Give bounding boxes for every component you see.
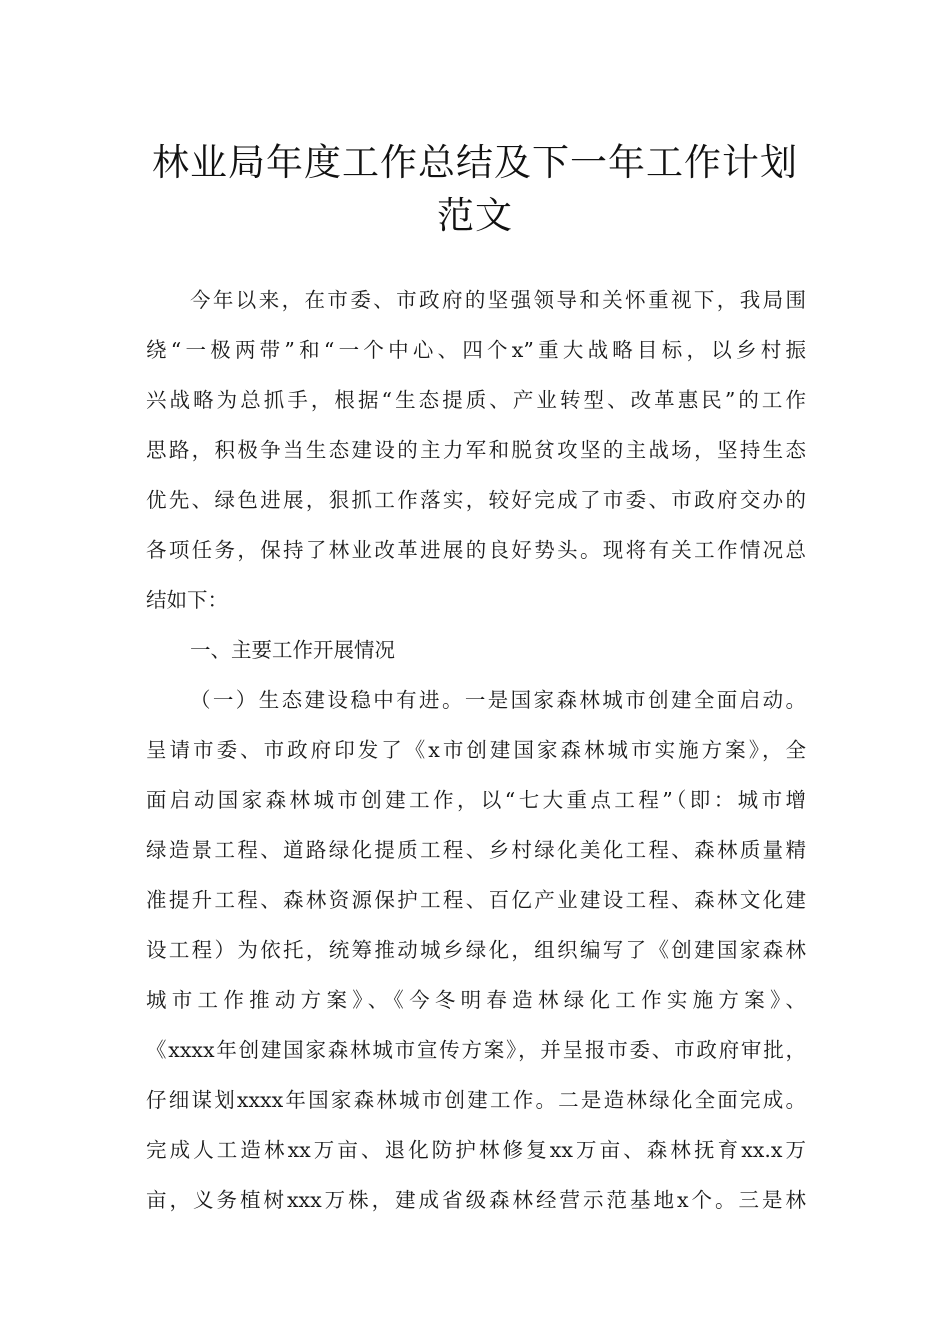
paragraph-line: 绿造景工程、道路绿化提质工程、乡村绿化美化工程、森林质量精 [146,838,806,862]
paragraph-line: 仔细谋划xxxx年国家森林城市创建工作。二是造林绿化全面完成。 [146,1088,806,1112]
paragraph-line: 思路，积极争当生态建设的主力军和脱贫攻坚的主战场，坚持生态 [146,438,806,462]
paragraph-line: 设工程）为依托，统筹推动城乡绿化，组织编写了《创建国家森林 [146,938,806,962]
paragraph-line: 亩，义务植树xxx万株，建成省级森林经营示范基地x个。三是林 [146,1188,806,1212]
paragraph-line: 城市工作推动方案》、《今冬明春造林绿化工作实施方案》、 [146,988,806,1012]
paragraph-line: （一）生态建设稳中有进。一是国家森林城市创建全面启动。 [190,688,806,712]
paragraph-line: 呈请市委、市政府印发了《x市创建国家森林城市实施方案》，全 [146,738,806,762]
paragraph-line: 面启动国家森林城市创建工作，以“七大重点工程”（即：城市增 [146,788,806,812]
paragraph-line: 《xxxx年创建国家森林城市宣传方案》，并呈报市委、市政府审批， [146,1038,806,1062]
paragraph-line: 结如下： [146,588,228,612]
paragraph-line: 今年以来，在市委、市政府的坚强领导和关怀重视下，我局围 [190,288,806,312]
paragraph-line: 兴战略为总抓手，根据“生态提质、产业转型、改革惠民”的工作 [146,388,806,412]
section-heading: 一、主要工作开展情况 [190,638,395,662]
paragraph-line: 准提升工程、森林资源保护工程、百亿产业建设工程、森林文化建 [146,888,806,912]
paragraph-line: 各项任务，保持了林业改革进展的良好势头。现将有关工作情况总 [146,538,806,562]
paragraph-line: 绕“一极两带”和“一个中心、四个x”重大战略目标，以乡村振 [146,338,806,362]
paragraph-line: 优先、绿色进展，狠抓工作落实，较好完成了市委、市政府交办的 [146,488,806,512]
document-title-line-1: 林业局年度工作总结及下一年工作计划 [152,141,798,184]
document-title-line-2: 范文 [437,194,513,237]
paragraph-line: 完成人工造林xx万亩、退化防护林修复xx万亩、森林抚育xx.x万 [146,1138,806,1162]
